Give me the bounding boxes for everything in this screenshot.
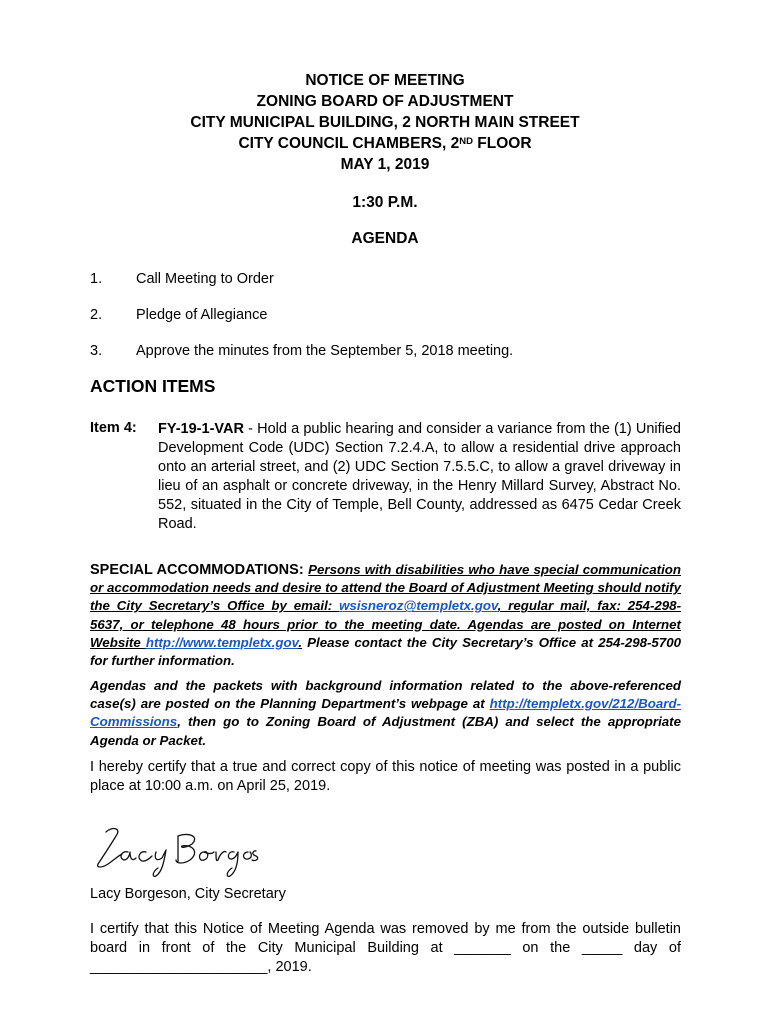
meeting-time: 1:30 P.M.	[352, 194, 418, 211]
handwritten-signature	[92, 822, 267, 880]
special-accommodations	[90, 561, 681, 670]
item-text: Approve the minutes from the September 5, 2018 meeting.	[136, 343, 514, 359]
special-lead: SPECIAL ACCOMMODATIONS	[90, 562, 299, 578]
special-contact-text: Please contact the City Secretary’s Office at 254-298-5700 for further information.	[90, 634, 682, 669]
special-text: Persons with disabilities who have special communication or accommodation needs and desire to attend the Board of Adjustment Meeting should notify the City Secretary’s Office by email:	[90, 562, 682, 614]
posting-certification: I hereby certify that a true and correct copy of this notice of meeting was posted in a public place at 10:00 a.m. on April 25, 2019.	[90, 759, 681, 794]
signer-name-title: Lacy Borgeson, City Secretary	[90, 886, 286, 902]
removal-line-3: ______________________, 2019.	[90, 959, 312, 975]
item-4-label: Item 4:	[90, 420, 137, 436]
item-text: Call Meeting to Order	[136, 271, 274, 287]
agendas-text: Agendas and the packets with background information related to the above-referenced case(s) are posted on the Planning Department’s webpage at	[90, 678, 681, 712]
item-4-description	[158, 420, 681, 534]
meeting-date: MAY 1, 2019	[340, 156, 430, 173]
notice-title: NOTICE OF MEETING	[305, 72, 465, 89]
removal-line-2: board in front of the City Municipal Building at _______ on the _____ day of	[90, 940, 681, 956]
board-commissions-link[interactable]: http://templetx.gov/212/Board-Commissions	[90, 696, 681, 730]
special-colon: :	[298, 562, 309, 578]
chambers-floor: CITY COUNCIL CHAMBERS, 2ND FLOOR	[238, 135, 532, 152]
email-link[interactable]: wsisneroz@templetx.gov	[339, 598, 498, 614]
removal-line-1: I certify that this Notice of Meeting Agenda was removed by me from the outside bulletin	[90, 921, 681, 937]
board-name: ZONING BOARD OF ADJUSTMENT	[256, 93, 514, 110]
action-items-heading: ACTION ITEMS	[90, 376, 216, 396]
item-body-text: - Hold a public hearing and consider a variance from the (1) Unified Development Code (UDC) Section 7.2.4.A, to allow a residential drive approach onto an arterial street, and (2) UDC Section 7.5.5.C, to allow a gravel driveway in lieu of an asphalt or concrete driveway, in the Henry Millard Survey, Abstract No. 552, situated in the City of Temple, Bell County, addressed as 6475 Cedar Creek Road.	[158, 421, 681, 532]
special-text: .	[298, 634, 303, 650]
special-text: , regular mail, fax: 254-298-5637, or telephone 48 hours prior to the meeting date. Agendas are posted on Internet Website	[90, 598, 681, 650]
building-address: CITY MUNICIPAL BUILDING, 2 NORTH MAIN STREET	[190, 114, 580, 131]
agendas-packets-note	[90, 677, 681, 750]
removal-certification	[90, 920, 681, 977]
agendas-text: , then go to Zoning Board of Adjustment (ZBA) and select the appropriate Agenda or Packet.	[90, 714, 681, 748]
item-text: Pledge of Allegiance	[136, 307, 268, 323]
item-code: FY-19-1-VAR	[158, 421, 244, 437]
agenda-heading: AGENDA	[351, 230, 419, 247]
item-number: 3.	[90, 343, 103, 359]
website-link[interactable]: http://www.templetx.gov	[145, 634, 299, 650]
item-number: 1.	[90, 271, 103, 287]
item-number: 2.	[90, 307, 103, 323]
